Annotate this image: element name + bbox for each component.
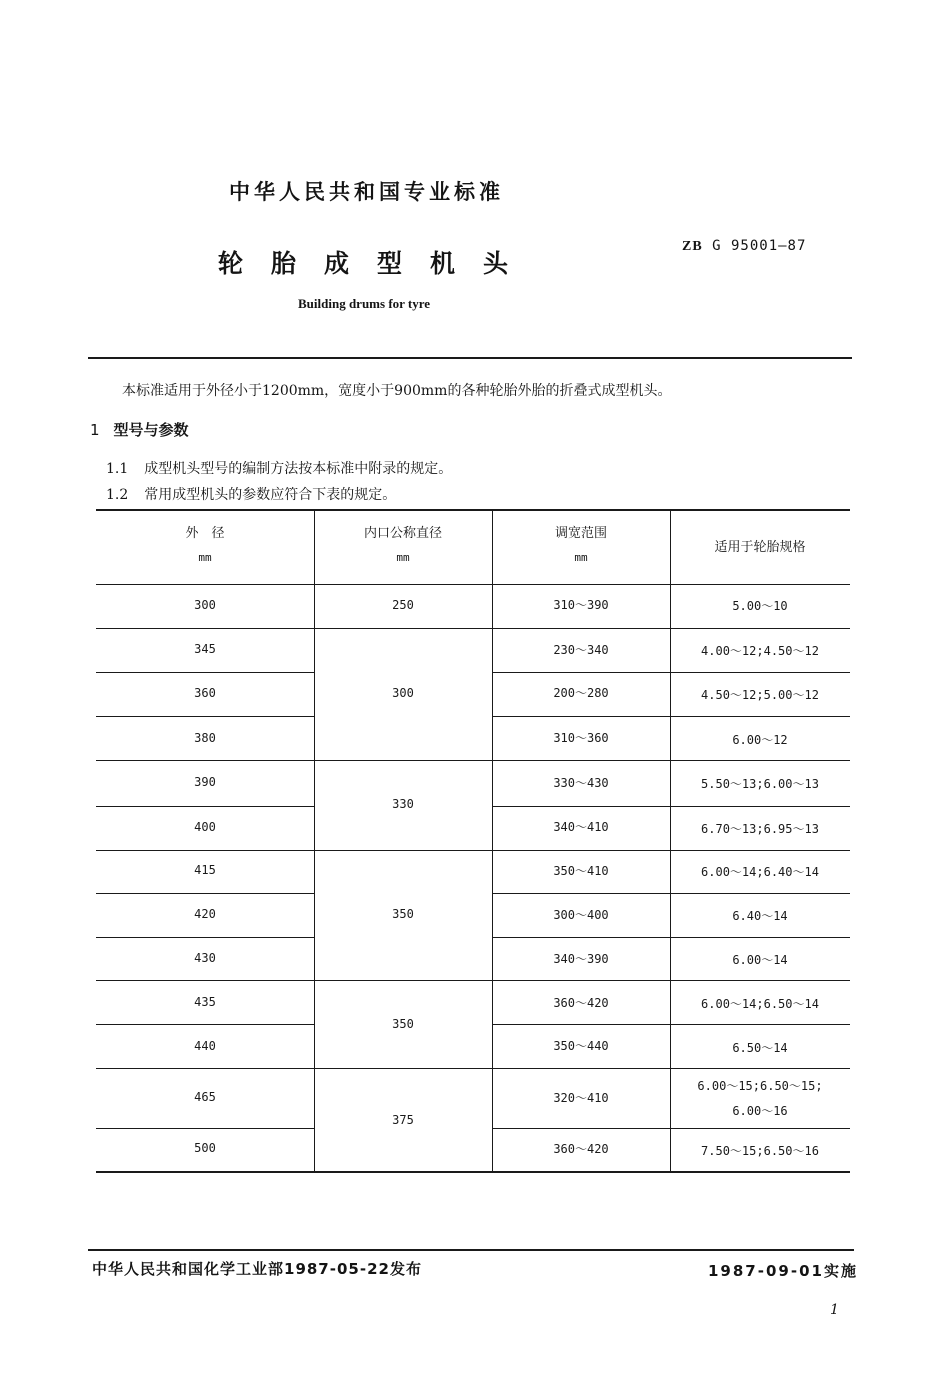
row-rule	[96, 760, 850, 761]
cell-width-range: 310～390	[553, 598, 609, 612]
row-rule-partial	[492, 1128, 850, 1129]
cell-tyre-spec: 6.50～14	[732, 1041, 788, 1055]
header-label: 调宽范围	[554, 526, 607, 541]
row-rule-partial	[492, 937, 850, 938]
cell-outer: 360	[194, 686, 216, 700]
clause-number: 1.2	[106, 487, 129, 503]
column-divider	[492, 510, 493, 1172]
section-title: 型号与参数	[113, 421, 189, 439]
cell-inner-diameter: 375	[392, 1113, 414, 1127]
header-label: 内口公称直径	[363, 526, 442, 541]
cell-tyre-spec: 6.70～13;6.95～13	[701, 822, 819, 836]
cell-tyre-spec: 6.00～14;6.40～14	[701, 865, 819, 879]
standard-code-prefix: ZB	[682, 239, 703, 254]
header-label: 外 径	[185, 526, 225, 541]
column-divider	[314, 510, 315, 1172]
row-rule-partial	[96, 1024, 314, 1025]
header-inner-diameter	[314, 522, 492, 570]
clause-text: 成型机头型号的编制方法按本标准中附录的规定。	[144, 461, 453, 477]
header-tyre-spec	[670, 536, 850, 560]
header-width-range	[492, 522, 670, 570]
row-rule-partial	[492, 672, 850, 673]
document-title-english: Building drums for tyre	[298, 296, 431, 311]
cell-outer: 390	[194, 775, 216, 789]
cell-outer: 500	[194, 1141, 216, 1155]
column-divider	[670, 510, 671, 1172]
row-rule	[96, 850, 850, 851]
row-rule-partial	[492, 716, 850, 717]
cell-outer: 300	[194, 598, 216, 612]
cell-width-range: 350～440	[553, 1039, 609, 1053]
cell-tyre-spec: 4.50～12;5.00～12	[701, 688, 819, 702]
cell-width-range: 300～400	[553, 908, 609, 922]
row-rule-partial	[96, 1128, 314, 1129]
effective-date: 1987-09-01实施	[708, 1262, 858, 1280]
header-divider	[88, 357, 852, 359]
standard-code	[682, 238, 806, 255]
cell-width-range: 320～410	[553, 1091, 609, 1105]
cell-inner-diameter: 350	[392, 907, 414, 921]
header-label: 适用于轮胎规格	[714, 540, 806, 555]
table-top-rule	[96, 509, 850, 511]
section-number: 1	[90, 421, 100, 439]
header-unit: mm	[198, 551, 212, 564]
table-bottom-rule	[96, 1171, 850, 1173]
cell-width-range: 230～340	[553, 643, 609, 657]
row-rule	[96, 1068, 850, 1069]
clause-1-2	[106, 484, 396, 504]
table-header-rule	[96, 584, 850, 585]
row-rule	[96, 980, 850, 981]
clause-number: 1.1	[106, 461, 129, 477]
cell-width-range: 340～410	[553, 820, 609, 834]
cell-inner-diameter: 300	[392, 686, 414, 700]
cell-width-range: 200～280	[553, 686, 609, 700]
cell-outer: 430	[194, 951, 216, 965]
cell-outer: 420	[194, 907, 216, 921]
cell-tyre-spec: 5.50～13;6.00～13	[701, 777, 819, 791]
row-rule-partial	[492, 893, 850, 894]
cell-outer: 400	[194, 820, 216, 834]
cell-tyre-spec-line2: 6.00～16	[732, 1104, 788, 1118]
cell-outer: 345	[194, 642, 216, 656]
cell-outer: 440	[194, 1039, 216, 1053]
header-outer-diameter	[96, 522, 314, 570]
document-title: 轮胎成型机头	[218, 249, 537, 278]
cell-outer: 380	[194, 731, 216, 745]
cell-outer: 415	[194, 863, 216, 877]
page-number: 1	[830, 1302, 839, 1318]
standard-code-number: G 95001—87	[712, 238, 807, 254]
scope-paragraph: 本标准适用于外径小于1200mm，宽度小于900mm的各种轮胎外胎的折叠式成型机头。	[122, 383, 672, 399]
standard-type-heading: 中华人民共和国专业标准	[229, 180, 504, 204]
cell-width-range: 350～410	[553, 864, 609, 878]
cell-tyre-spec: 6.40～14	[732, 909, 788, 923]
cell-outer: 435	[194, 995, 216, 1009]
row-rule-partial	[492, 1024, 850, 1025]
header-unit: mm	[396, 551, 410, 564]
cell-tyre-spec: 6.00～14;6.50～14	[701, 997, 819, 1011]
cell-tyre-spec: 4.00～12;4.50～12	[701, 644, 819, 658]
cell-width-range: 330～430	[553, 776, 609, 790]
row-rule-partial	[96, 806, 314, 807]
row-rule-partial	[492, 806, 850, 807]
cell-tyre-spec: 5.00～10	[732, 599, 788, 613]
cell-tyre-spec: 6.00～14	[732, 953, 788, 967]
row-rule-partial	[96, 937, 314, 938]
footer-divider	[88, 1249, 854, 1251]
row-rule-partial	[96, 672, 314, 673]
clause-1-1	[106, 458, 452, 478]
row-rule-partial	[96, 893, 314, 894]
cell-inner-diameter: 250	[392, 598, 414, 612]
issue-statement: 中华人民共和国化学工业部1987-05-22发布	[92, 1260, 422, 1278]
cell-tyre-spec: 6.00～12	[732, 733, 788, 747]
row-rule	[96, 628, 850, 629]
cell-tyre-spec: 7.50～15;6.50～16	[701, 1144, 819, 1158]
header-unit: mm	[574, 551, 588, 564]
cell-width-range: 360～420	[553, 1142, 609, 1156]
cell-width-range: 340～390	[553, 952, 609, 966]
section-heading	[90, 419, 189, 440]
cell-inner-diameter: 330	[392, 797, 414, 811]
cell-width-range: 310～360	[553, 731, 609, 745]
row-rule-partial	[96, 716, 314, 717]
cell-inner-diameter: 350	[392, 1017, 414, 1031]
cell-tyre-spec: 6.00～15;6.50～15;	[697, 1079, 823, 1093]
cell-outer: 465	[194, 1090, 216, 1104]
clause-text: 常用成型机头的参数应符合下表的规定。	[144, 487, 397, 503]
cell-width-range: 360～420	[553, 996, 609, 1010]
